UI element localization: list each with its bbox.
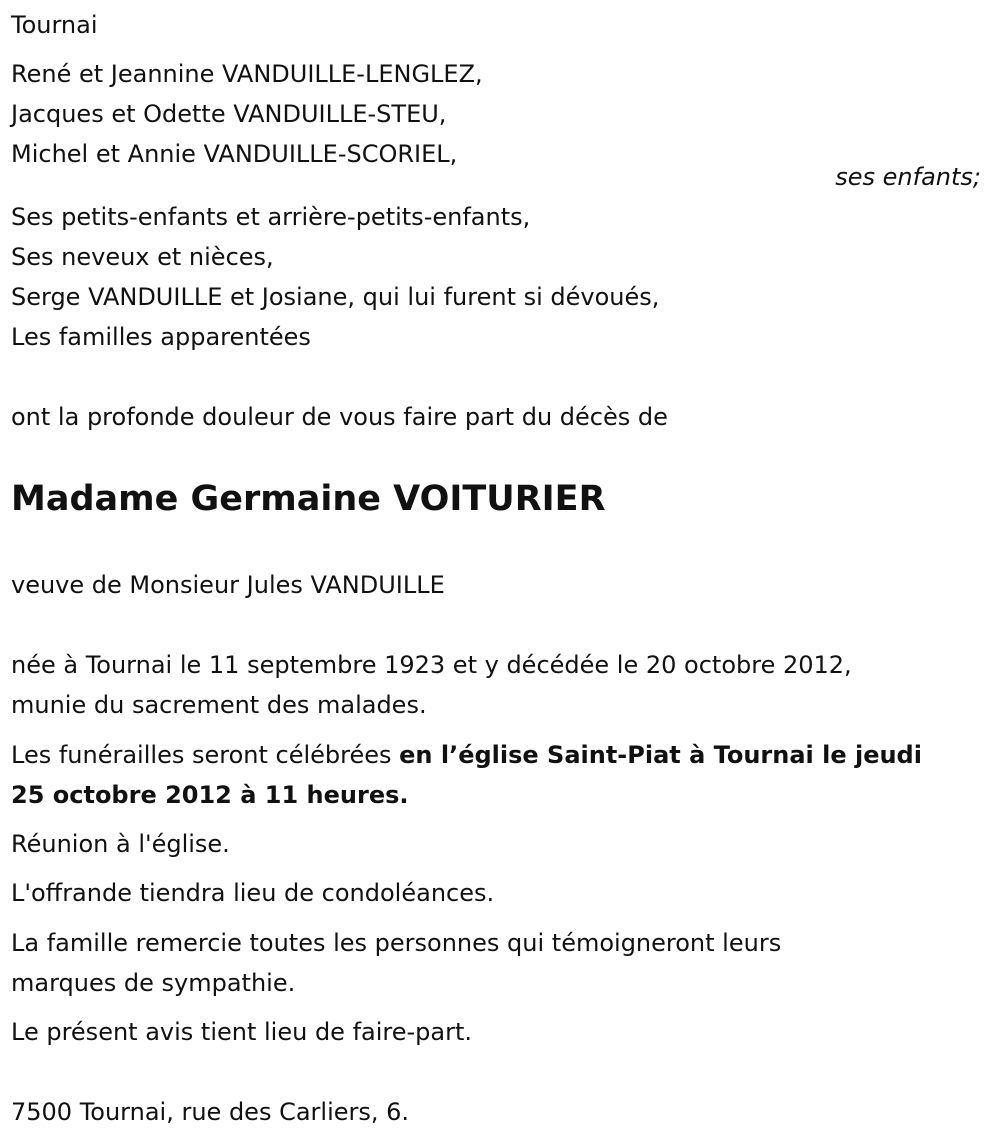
address: 7500 Tournai, rue des Carliers, 6.: [11, 1098, 410, 1126]
birth-death-line-2: munie du sacrement des malades.: [11, 691, 427, 719]
child-line-1: René et Jeannine VANDUILLE-LENGLEZ,: [11, 60, 483, 88]
children-role: ses enfants;: [835, 163, 981, 191]
child-line-3: Michel et Annie VANDUILLE-SCORIEL,: [11, 140, 458, 168]
thanks-line-2: marques de sympathie.: [11, 969, 296, 997]
meeting: Réunion à l'église.: [11, 830, 230, 858]
notice-statement: Le présent avis tient lieu de faire-part.: [11, 1018, 473, 1046]
funeral-location: en l’église Saint-Piat à Tournai le jeudi: [399, 741, 922, 769]
widow-of: veuve de Monsieur Jules VANDUILLE: [11, 571, 445, 599]
city-header: Tournai: [11, 11, 98, 39]
birth-death-line-1: née à Tournai le 11 septembre 1923 et y décédée le 20 octobre 2012,: [11, 651, 852, 679]
funeral-line-1: [11, 735, 922, 775]
offering: L'offrande tiendra lieu de condoléances.: [11, 879, 495, 907]
relatives-line-3: Serge VANDUILLE et Josiane, qui lui furent si dévoués,: [11, 283, 660, 311]
funeral-date-time: 25 octobre 2012 à 11 heures.: [11, 781, 409, 809]
child-line-2: Jacques et Odette VANDUILLE-STEU,: [11, 100, 447, 128]
relatives-line-4: Les familles apparentées: [11, 323, 311, 351]
funeral-intro: Les funérailles seront célébrées: [11, 741, 400, 769]
relatives-line-1: Ses petits-enfants et arrière-petits-enfants,: [11, 203, 531, 231]
obituary-notice: [11, 0, 981, 1147]
deceased-name: Madame Germaine VOITURIER: [11, 479, 606, 519]
relatives-line-2: Ses neveux et nièces,: [11, 243, 274, 271]
announcement: ont la profonde douleur de vous faire part du décès de: [11, 403, 668, 431]
thanks-line-1: La famille remercie toutes les personnes qui témoigneront leurs: [11, 929, 782, 957]
